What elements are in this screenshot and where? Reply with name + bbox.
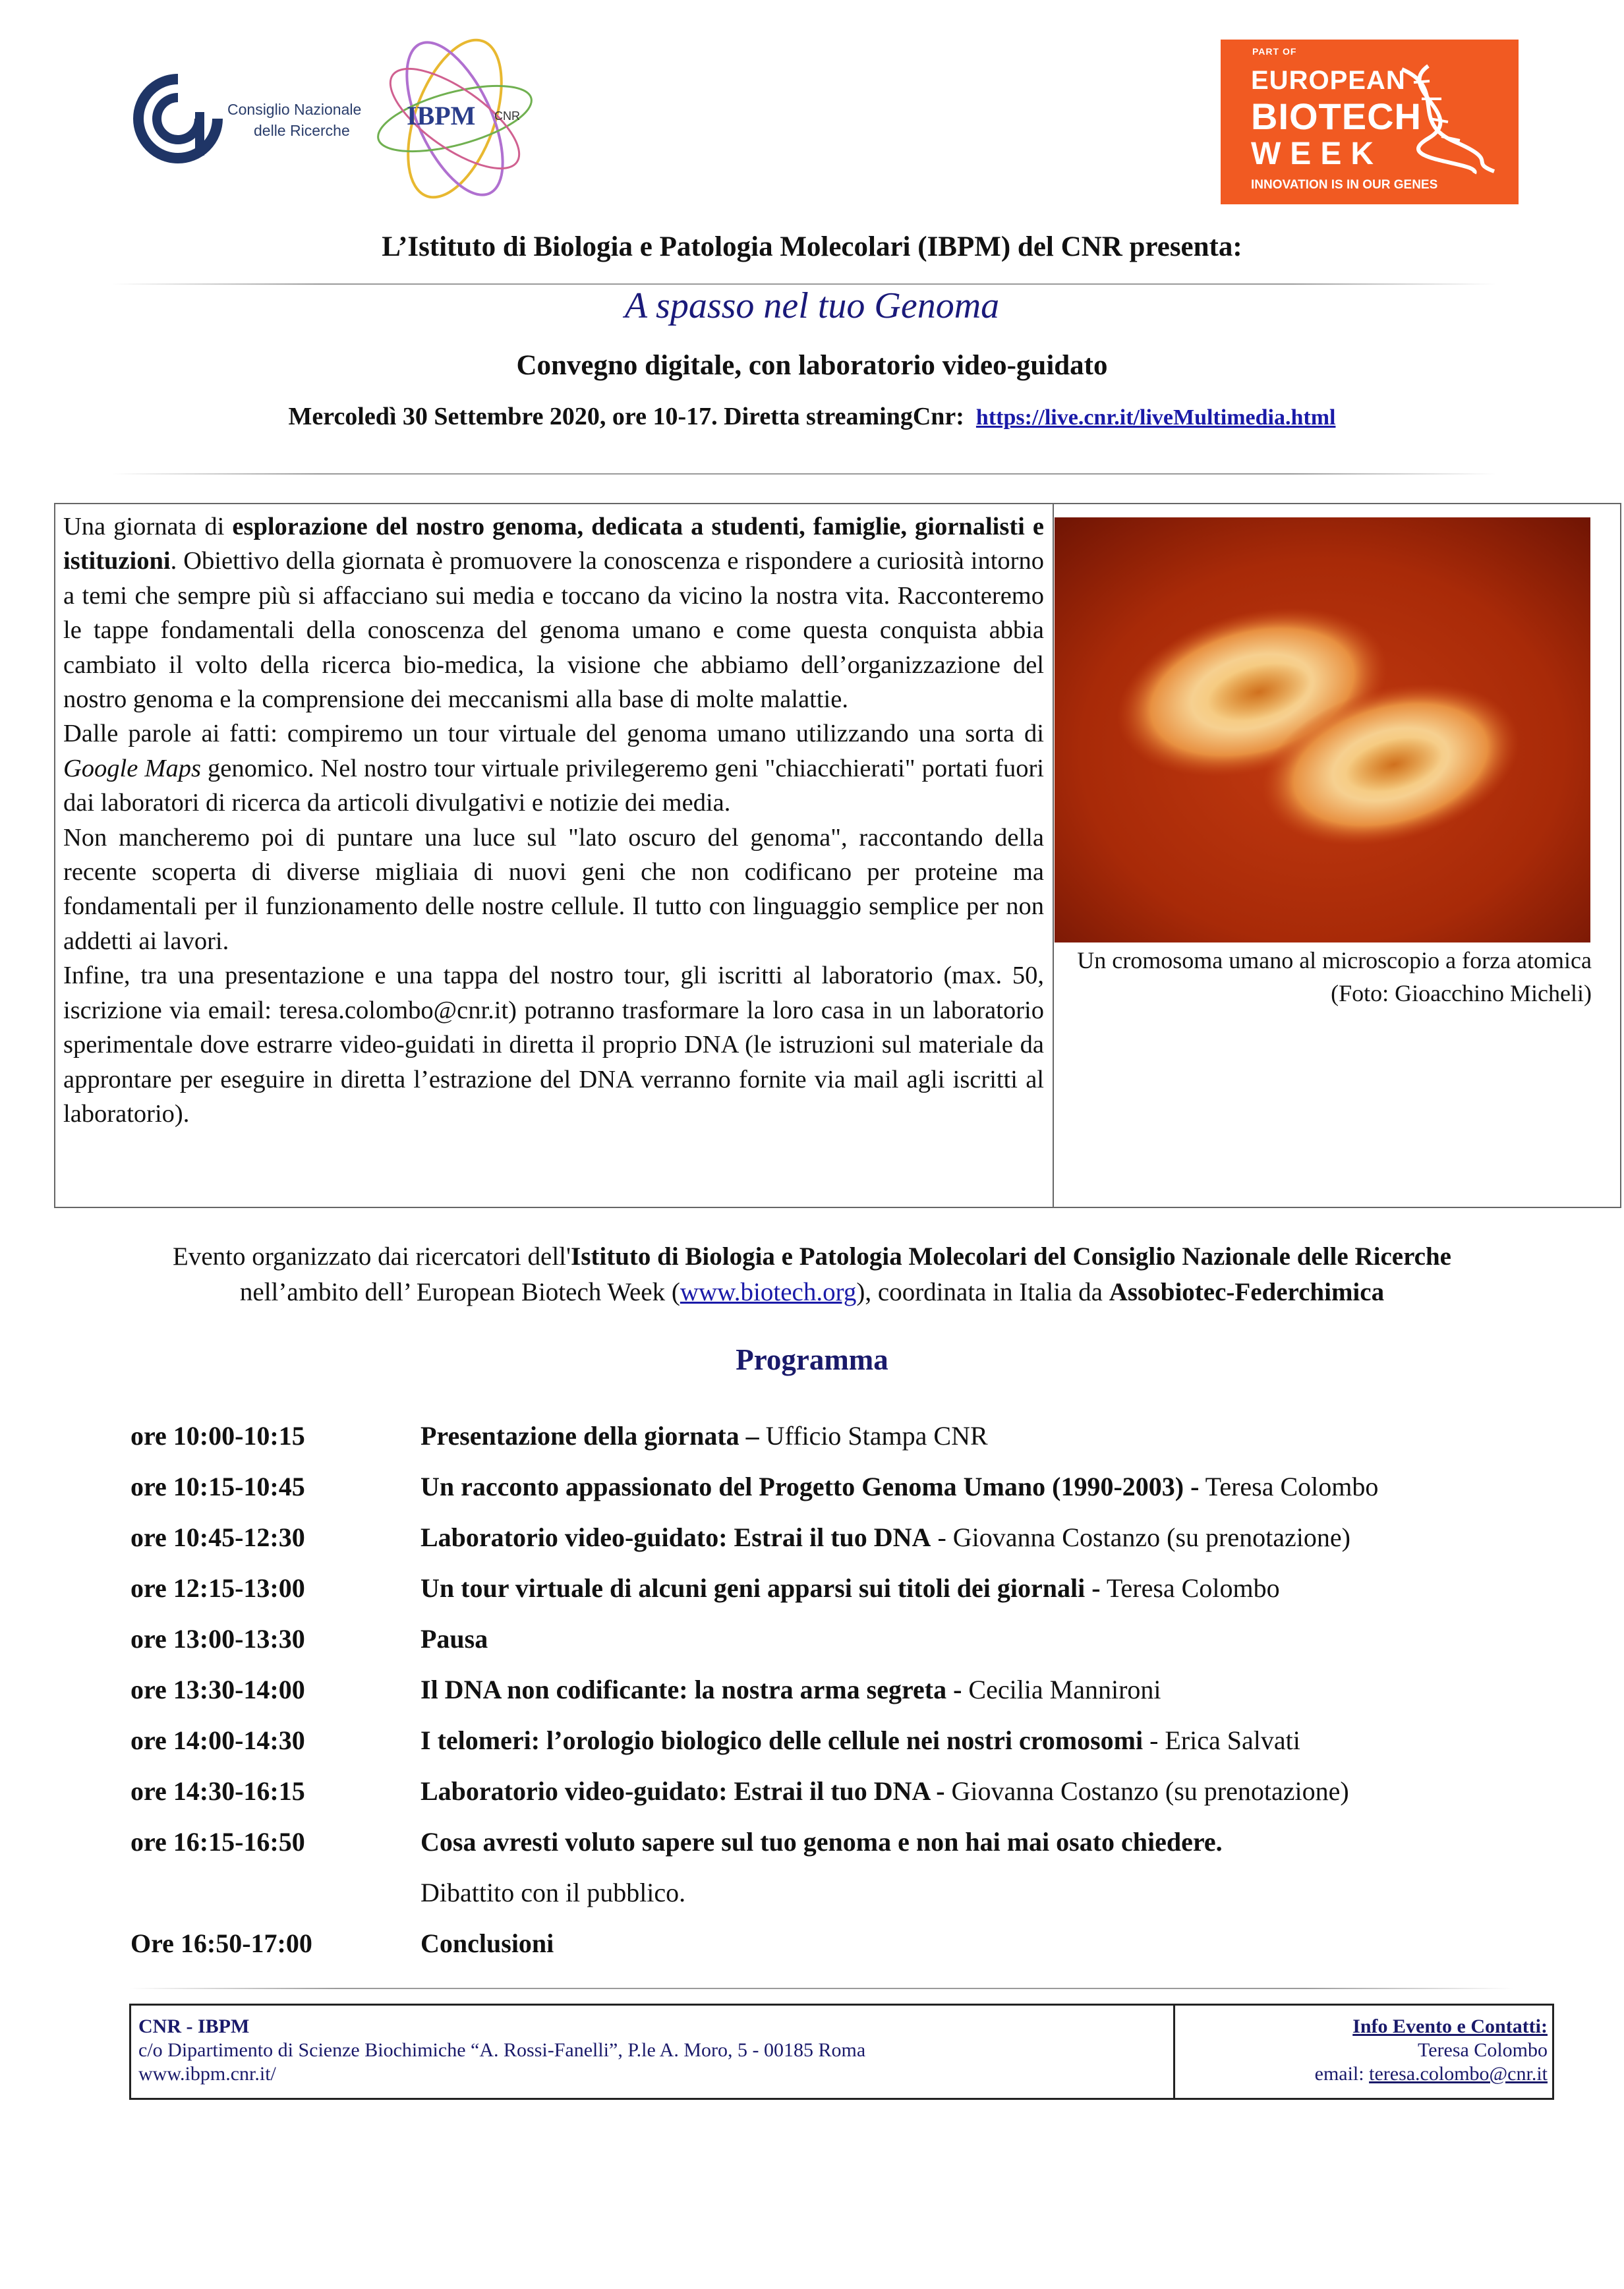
description-paragraph: Infine, tra una presentazione e una tappa del nostro tour, gli iscritti al laboratorio (max. 50, iscrizione via email: teresa.colombo@cnr.it) potranno trasformare la loro casa in un laboratorio sperimentale dove estrarre video-guidati in diretta il proprio DNA (le istruzioni sul materiale da approntare per eseguire in diretta l’estrazione del DNA verranno fornite via mail agli iscritti al laboratorio).	[63, 962, 1044, 1128]
program-title: Programma	[736, 1343, 888, 1376]
stream-link[interactable]: https://live.cnr.it/liveMultimedia.html	[975, 405, 1336, 430]
organizer-text: Evento organizzato dai ricercatori dell'Istituto di Biologia e Patologia Molecolari del Consiglio Nazionale delle Ricerche nell’ambito dell’ European Biotech Week (www.biotech.org), coordinata in Italia da Assobiotec-Federchimica	[173, 1242, 1451, 1306]
cnr-name: Consiglio Nazionale delle Ricerche	[227, 101, 362, 139]
chromosome-image	[1055, 517, 1590, 942]
event-subtitle: Convegno digitale, con laboratorio video-guidato	[516, 350, 1108, 381]
divider	[129, 1988, 1513, 1989]
photo-caption: Un cromosoma umano al microscopio a forza atomica (Foto: Gioacchino Micheli)	[1077, 947, 1592, 1006]
dna-helix-icon	[1389, 63, 1501, 175]
presenter-line: L’Istituto di Biologia e Patologia Molecolari (IBPM) del CNR presenta:	[382, 231, 1242, 262]
chromosome-photo	[1055, 517, 1590, 942]
footer-divider	[1173, 2004, 1175, 2100]
ibpm-logo: IBPM CNR	[369, 26, 540, 211]
event-date: Mercoledì 30 Settembre 2020, ore 10-17. Diretta streamingCnr:	[288, 403, 964, 430]
divider	[112, 473, 1496, 475]
event-description	[63, 509, 1044, 1131]
footer-email[interactable]: teresa.colombo@cnr.it	[1369, 2063, 1548, 2085]
footer-address	[138, 2015, 865, 2086]
table-divider	[1053, 503, 1054, 1208]
description-paragraph: Non mancheremo poi di puntare una luce sul "lato oscuro del genoma", raccontando della recente scoperta di diverse migliaia di nuovi geni che non codificano per proteine ma fondamentali per il funzionamento delle nostre cellule. Il tutto con linguaggio semplice per non addetti ai lavori.	[63, 823, 1044, 955]
european-biotech-week-logo: PART OF EUROPEAN BIOTECH WEEK INNOVATION IS IN OUR GENES	[1221, 40, 1519, 204]
event-date-line	[0, 402, 1624, 431]
description-paragraph: Una giornata di esplorazione del nostro genoma, dedicata a studenti, famiglie, giornalisti e istituzioni. Obiettivo della giornata è promuovere la conoscenza e rispondere a curiosità intorno a temi che sempre più si affacciano sui media e toccano da vicino la nostra vita. Racconteremo le tappe fondamentali della conoscenza del genoma umano e come questa conquista abbia cambiato il volto della ricerca bio-medica, la visione che abbiamo dell’organizzazione del nostro genoma e la comprensione dei meccanismi alla base di molte malattie.	[63, 513, 1044, 714]
footer-contacts: Info Evento e Contatti: Teresa Colombo email: teresa.colombo@cnr.it	[1186, 2015, 1548, 2086]
footer-info-title: Info Evento e Contatti:	[1352, 2015, 1548, 2037]
description-paragraph: Dalle parole ai fatti: compiremo un tour virtuale del genoma umano utilizzando una sorta di Google Maps genomico. Nel nostro tour virtuale privilegeremo geni "chiacchierati" portati fuori dai laboratori di ricerca da articoli divulgativi e notizie dei media.	[63, 720, 1044, 817]
event-title: A spasso nel tuo Genoma	[624, 285, 1000, 326]
footer-address-line: c/o Dipartimento di Scienze Biochimiche “A. Rossi-Fanelli”, P.le A. Moro, 5 - 00185 Roma	[138, 2039, 866, 2061]
footer-org: CNR - IBPM	[138, 2015, 250, 2037]
cnr-emblem-icon	[132, 72, 224, 165]
biotech-link[interactable]: www.biotech.org	[680, 1278, 857, 1306]
footer-contact-name: Teresa Colombo	[1417, 2039, 1548, 2061]
footer-website[interactable]: www.ibpm.cnr.it/	[138, 2063, 276, 2085]
